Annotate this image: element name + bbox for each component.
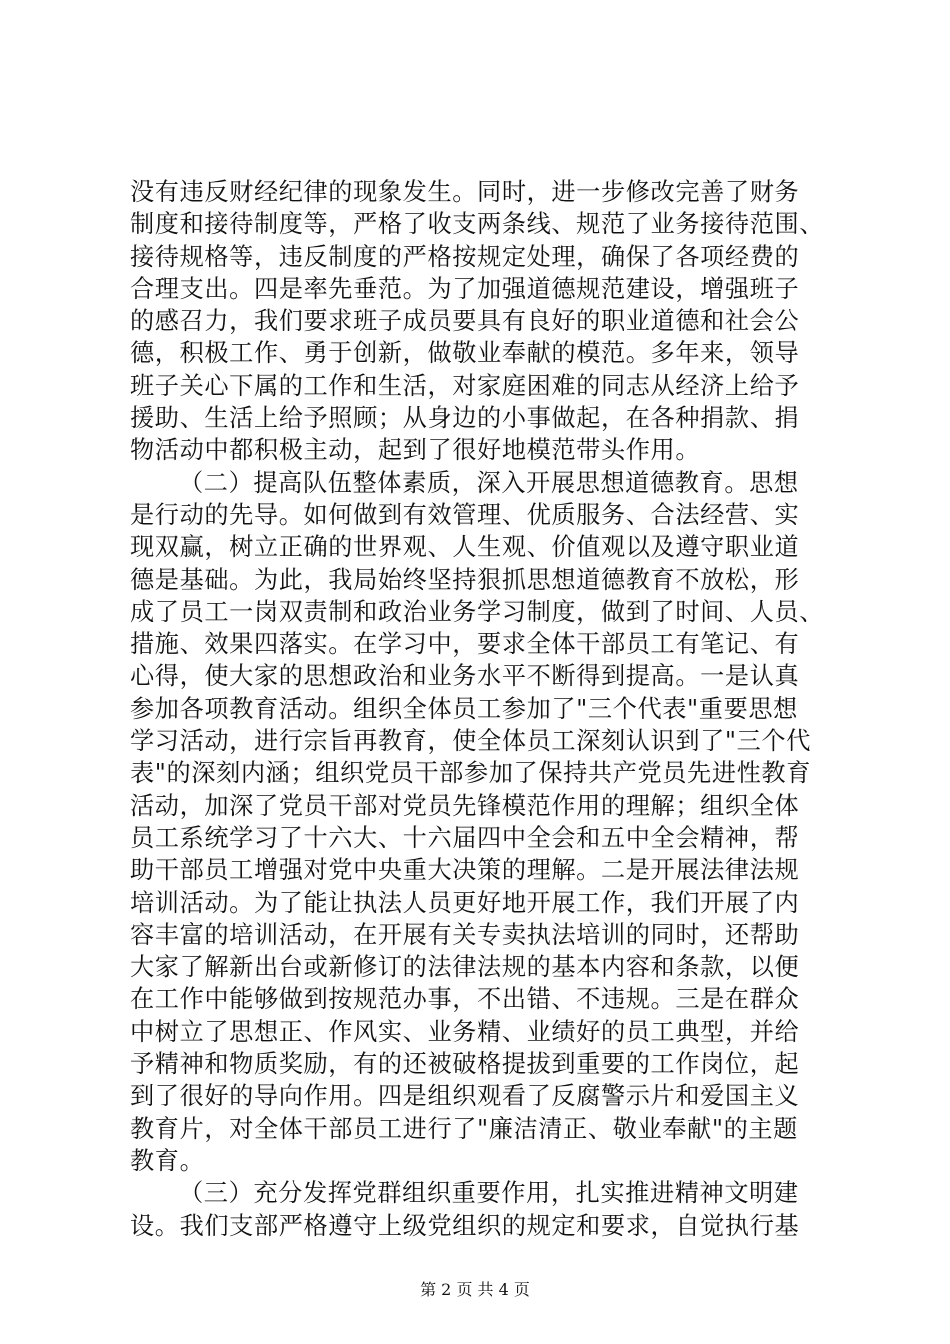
text-line: 教育片，对全体干部员工进行了"廉洁清正、敬业奉献"的主题 <box>130 1114 798 1143</box>
text-line: 活动，加深了党员干部对党员先锋模范作用的理解；组织全体 <box>130 791 800 820</box>
text-line: 教育。 <box>130 1146 205 1175</box>
text-line: 成了员工一岗双责制和政治业务学习制度，做到了时间、人员、 <box>130 597 825 626</box>
text-line: 容丰富的培训活动，在开展有关专卖执法培训的同时，还帮助 <box>130 920 800 949</box>
text-line: 设。我们支部严格遵守上级党组织的规定和要求，自觉执行基 <box>130 1211 800 1240</box>
text-line: 助干部员工增强对党中央重大决策的理解。二是开展法律法规 <box>130 856 800 885</box>
text-line: 措施、效果四落实。在学习中，要求全体干部员工有笔记、有 <box>130 630 800 659</box>
text-line: 培训活动。为了能让执法人员更好地开展工作，我们开展了内 <box>130 888 800 917</box>
text-line: 大家了解新出台或新修订的法律法规的基本内容和条款，以便 <box>130 953 800 982</box>
text-line: 表"的深刻内涵；组织党员干部参加了保持共产党员先进性教育 <box>130 759 811 788</box>
text-line: 的感召力，我们要求班子成员要具有良好的职业道德和社会公 <box>130 307 800 336</box>
text-line: 援助、生活上给予照顾；从身边的小事做起，在各种捐款、捐 <box>130 404 800 433</box>
text-line: 在工作中能够做到按规范办事，不出错、不违规。三是在群众 <box>130 985 800 1014</box>
text-line: 德是基础。为此，我局始终坚持狠抓思想道德教育不放松，形 <box>130 565 800 594</box>
document-body <box>130 176 830 1242</box>
paragraph-first-line: （二）提高队伍整体素质，深入开展思想道德教育。思想 <box>179 468 799 497</box>
text-line: 学习活动，进行宗旨再教育，使全体员工深刻认识到了"三个代 <box>130 727 811 756</box>
text-line: 是行动的先导。如何做到有效管理、优质服务、合法经营、实 <box>130 500 800 529</box>
text-line: 物活动中都积极主动，起到了很好地模范带头作用。 <box>130 436 701 465</box>
text-line: 接待规格等，违反制度的严格按规定处理，确保了各项经费的 <box>130 242 800 271</box>
paragraph-first-line: （三）充分发挥党群组织重要作用，扎实推进精神文明建 <box>179 1179 799 1208</box>
text-line: 制度和接待制度等，严格了收支两条线、规范了业务接待范围、 <box>130 210 825 239</box>
text-line: 到了很好的导向作用。四是组织观看了反腐警示片和爱国主义 <box>130 1082 800 1111</box>
text-line: 中树立了思想正、作风实、业务精、业绩好的员工典型，并给 <box>130 1017 800 1046</box>
text-line: 合理支出。四是率先垂范。为了加强道德规范建设，增强班子 <box>130 274 800 303</box>
text-line: 班子关心下属的工作和生活，对家庭困难的同志从经济上给予 <box>130 371 800 400</box>
text-line: 现双赢，树立正确的世界观、人生观、价值观以及遵守职业道 <box>130 533 800 562</box>
page-footer: 第 2 页 共 4 页 <box>420 1280 530 1299</box>
text-line: 德，积极工作、勇于创新，做敬业奉献的模范。多年来，领导 <box>130 339 800 368</box>
text-line: 予精神和物质奖励，有的还被破格提拔到重要的工作岗位，起 <box>130 1050 800 1079</box>
text-line: 没有违反财经纪律的现象发生。同时，进一步修改完善了财务 <box>130 178 800 206</box>
text-line: 心得，使大家的思想政治和业务水平不断得到提高。一是认真 <box>130 662 800 691</box>
text-line: 参加各项教育活动。组织全体员工参加了"三个代表"重要思想 <box>130 694 798 723</box>
text-line: 员工系统学习了十六大、十六届四中全会和五中全会精神，帮 <box>130 823 800 852</box>
